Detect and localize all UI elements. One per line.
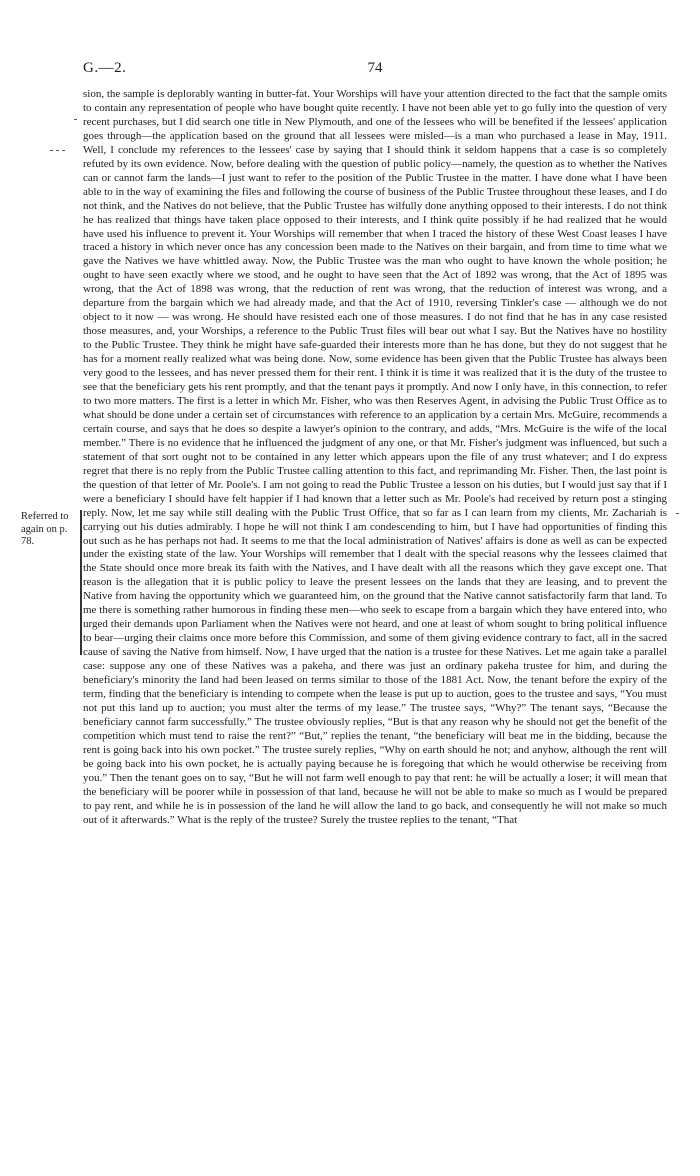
margin-mark xyxy=(74,119,77,120)
margin-mark xyxy=(50,150,53,151)
margin-mark xyxy=(62,150,65,151)
parliamentary-paper-reference: G.—2. xyxy=(83,60,127,76)
margin-mark xyxy=(676,513,679,514)
body-text xyxy=(83,88,667,1163)
body-paragraph: sion, the sample is deplorably wanting in butter-fat. Your Worships will have your attention directed to the fact that the sample omits to contain any representation of people who have bought quite recently. I have not been able yet to go fully into the question of very recent purchases, but I did search one title in New Plymouth, and one of the lessees who will be benefited if the lessees' application goes through—the application based on the ground that all lessees were misled—is a man who purchased a lease in May, 1911. Well, I conclude my references to the lessees' case by saying that I should think it seldom happens that a case is so completely refuted by its own evidence. Now, before dealing with the question of public policy—namely, the question as to whether the Natives can or cannot farm the lands—I just want to refer to the position of the Public Trustee in the matter. I have done what I have been able to in the way of examining the files and following the course of business of the Public Trustee throughout these leases, and I do not think, and the Natives do not believe, that the Public Trustee has wilfully done anything opposed to their interests. I do not think he has realized that things have taken place opposed to their interests, and I think quite possibly if he had realized that he would have used his influence to prevent it. Your Worships will remember that when I traced the history of these West Coast leases I have traced a history in which never once has any concession been made to the Natives on their bargain, and from time to time what we gave the Natives we have whittled away. Now, the Public Trustee was the man who ought to have known the whole position; he ought to have seen exactly where we stood, and he ought to have seen that the Act of 1892 was wrong, that the Act of 1895 was wrong, that the Act of 1898 was wrong, that the reduction of rent was wrong, that the reduction of interest was wrong, and a departure from the bargain which we had already made, and that the Act of 1910, reversing Tinkler's case — although we do not object to it now — was wrong. He should have resisted each one of those measures. I do not find that he has in any case resisted those measures, and, your Worships, a reference to the Public Trust files will bear out what I say. But the Natives have no hostility to the Public Trustee. They think he might have safe-guarded their interests more than he has done, but they do not suggest that he has for a moment really realized what was being done. Now, some evidence has been given that the Public Trustee has always been very good to the lessees, and has never pressed them for their rent. I think it is time it was realized that it is the duty of the trustee to see that the beneficiary gets his rent promptly, and that the tenant pays it promptly. And now I only have, in this connection, to refer to two more matters. The first is a letter in which Mr. Fisher, who was then Reserves Agent, in advising the Public Trust Office as to what should be done under a certain set of circumstances with reference to an application by a certain Mrs. McGuire, recommends a certain course, and says that he does so despite a lawyer's opinion to the contrary, and adds, “Mrs. McGuire is the wife of the local member.” There is no evidence that he influenced the judgment of any one, or that Mr. Fisher's judgment was influenced, but such a statement of that sort ought not to be contained in any letter which appears upon the file of any trust whatever; and I do express regret that there is no reply from the Public Trustee calling attention to this fact, and reprimanding Mr. Fisher. Then, the last point is the question of that letter of Mr. Poole's. I am not going to read the Public Trustee a lesson on his duties, but I would just say that if I were a beneficiary I should have felt happier if I had known that a letter such as Mr. Poole's had received by return post a stinging reply. Now, let me say while still dealing with the Public Trust Office, that so far as I can learn from my clients, Mr. Zachariah is carrying out his duties admirably. I hope he will not think I am condescending to him, but I have had opportunities of finding this out such as he has perhaps not had. It seems to me that the local administration of Natives' affairs is done as well as can be expected under the existing state of the law. Your Worships will remember that I dealt with the special reasons why the lessees claimed that the State should once more break its faith with the Natives, and I have dealt with all the reasons which they gave except one. That reason is the allegation that it is public policy to leave the present lessees on the lands that they are leasing, and to prevent the Native from having the opportunity which we guaranteed him, on the ground that the Native cannot satisfactorily farm that land. To me there is something rather humorous in finding these men—who seek to escape from a bargain which they have entered into, who urged their demands upon Parliament when the Natives were not heard, and one at least of whom sought to bring political influence to bear—urging their claims once more before this Commission, and some of them giving evidence contrary to fact, all in the sacred cause of saving the Native from himself. Now, I have urged that the nation is a trustee for these Natives. Let me again take a parallel case: suppose any one of these Natives was a pakeha, and there was just an ordinary pakeha trustee for him, and during the beneficiary's minority the land had been leased on terms similar to those of the 1881 Act. Now, the tenant before the expiry of the term, finding that the beneficiary is intending to compete when the lease is put up to auction, goes to the trustee and says, “You must not put this land up to auction; you must alter the terms of my lease.” The trustee says, “Why?” The tenant says, “Because the beneficiary cannot farm successfully.” The trustee obviously replies, “But is that any reason why he should not get the benefit of the competition which must tend to raise the rent?” “But,” replies the tenant, “the beneficiary will beat me in the bidding, because the rent is going back into his own pocket.” The trustee surely replies, “Why on earth should he not; and anyhow, although the rent will be going back into his own pocket, he is actually paying because he is foregoing that which he would otherwise be receiving from you.” Then the tenant goes on to say, “But he will not farm well enough to pay that rent: he will be actually a loser; it will mean that the beneficiary will be poorer while in possession of that land, because he will not be able to make so much as I would be prepared to pay rent, and while he is in possession of the land he will allow the land to go back, and consequently he will not make so much out of it afterwards.” What is the reply of the trustee? Surely the trustee replies to the tenant, “That xyxy=(83,88,667,826)
page-header xyxy=(83,60,667,80)
margin-rule xyxy=(80,510,82,655)
margin-note: Referred to again on p. 78. xyxy=(21,511,69,547)
margin-mark xyxy=(56,150,59,151)
page-number: 74 xyxy=(367,60,383,76)
